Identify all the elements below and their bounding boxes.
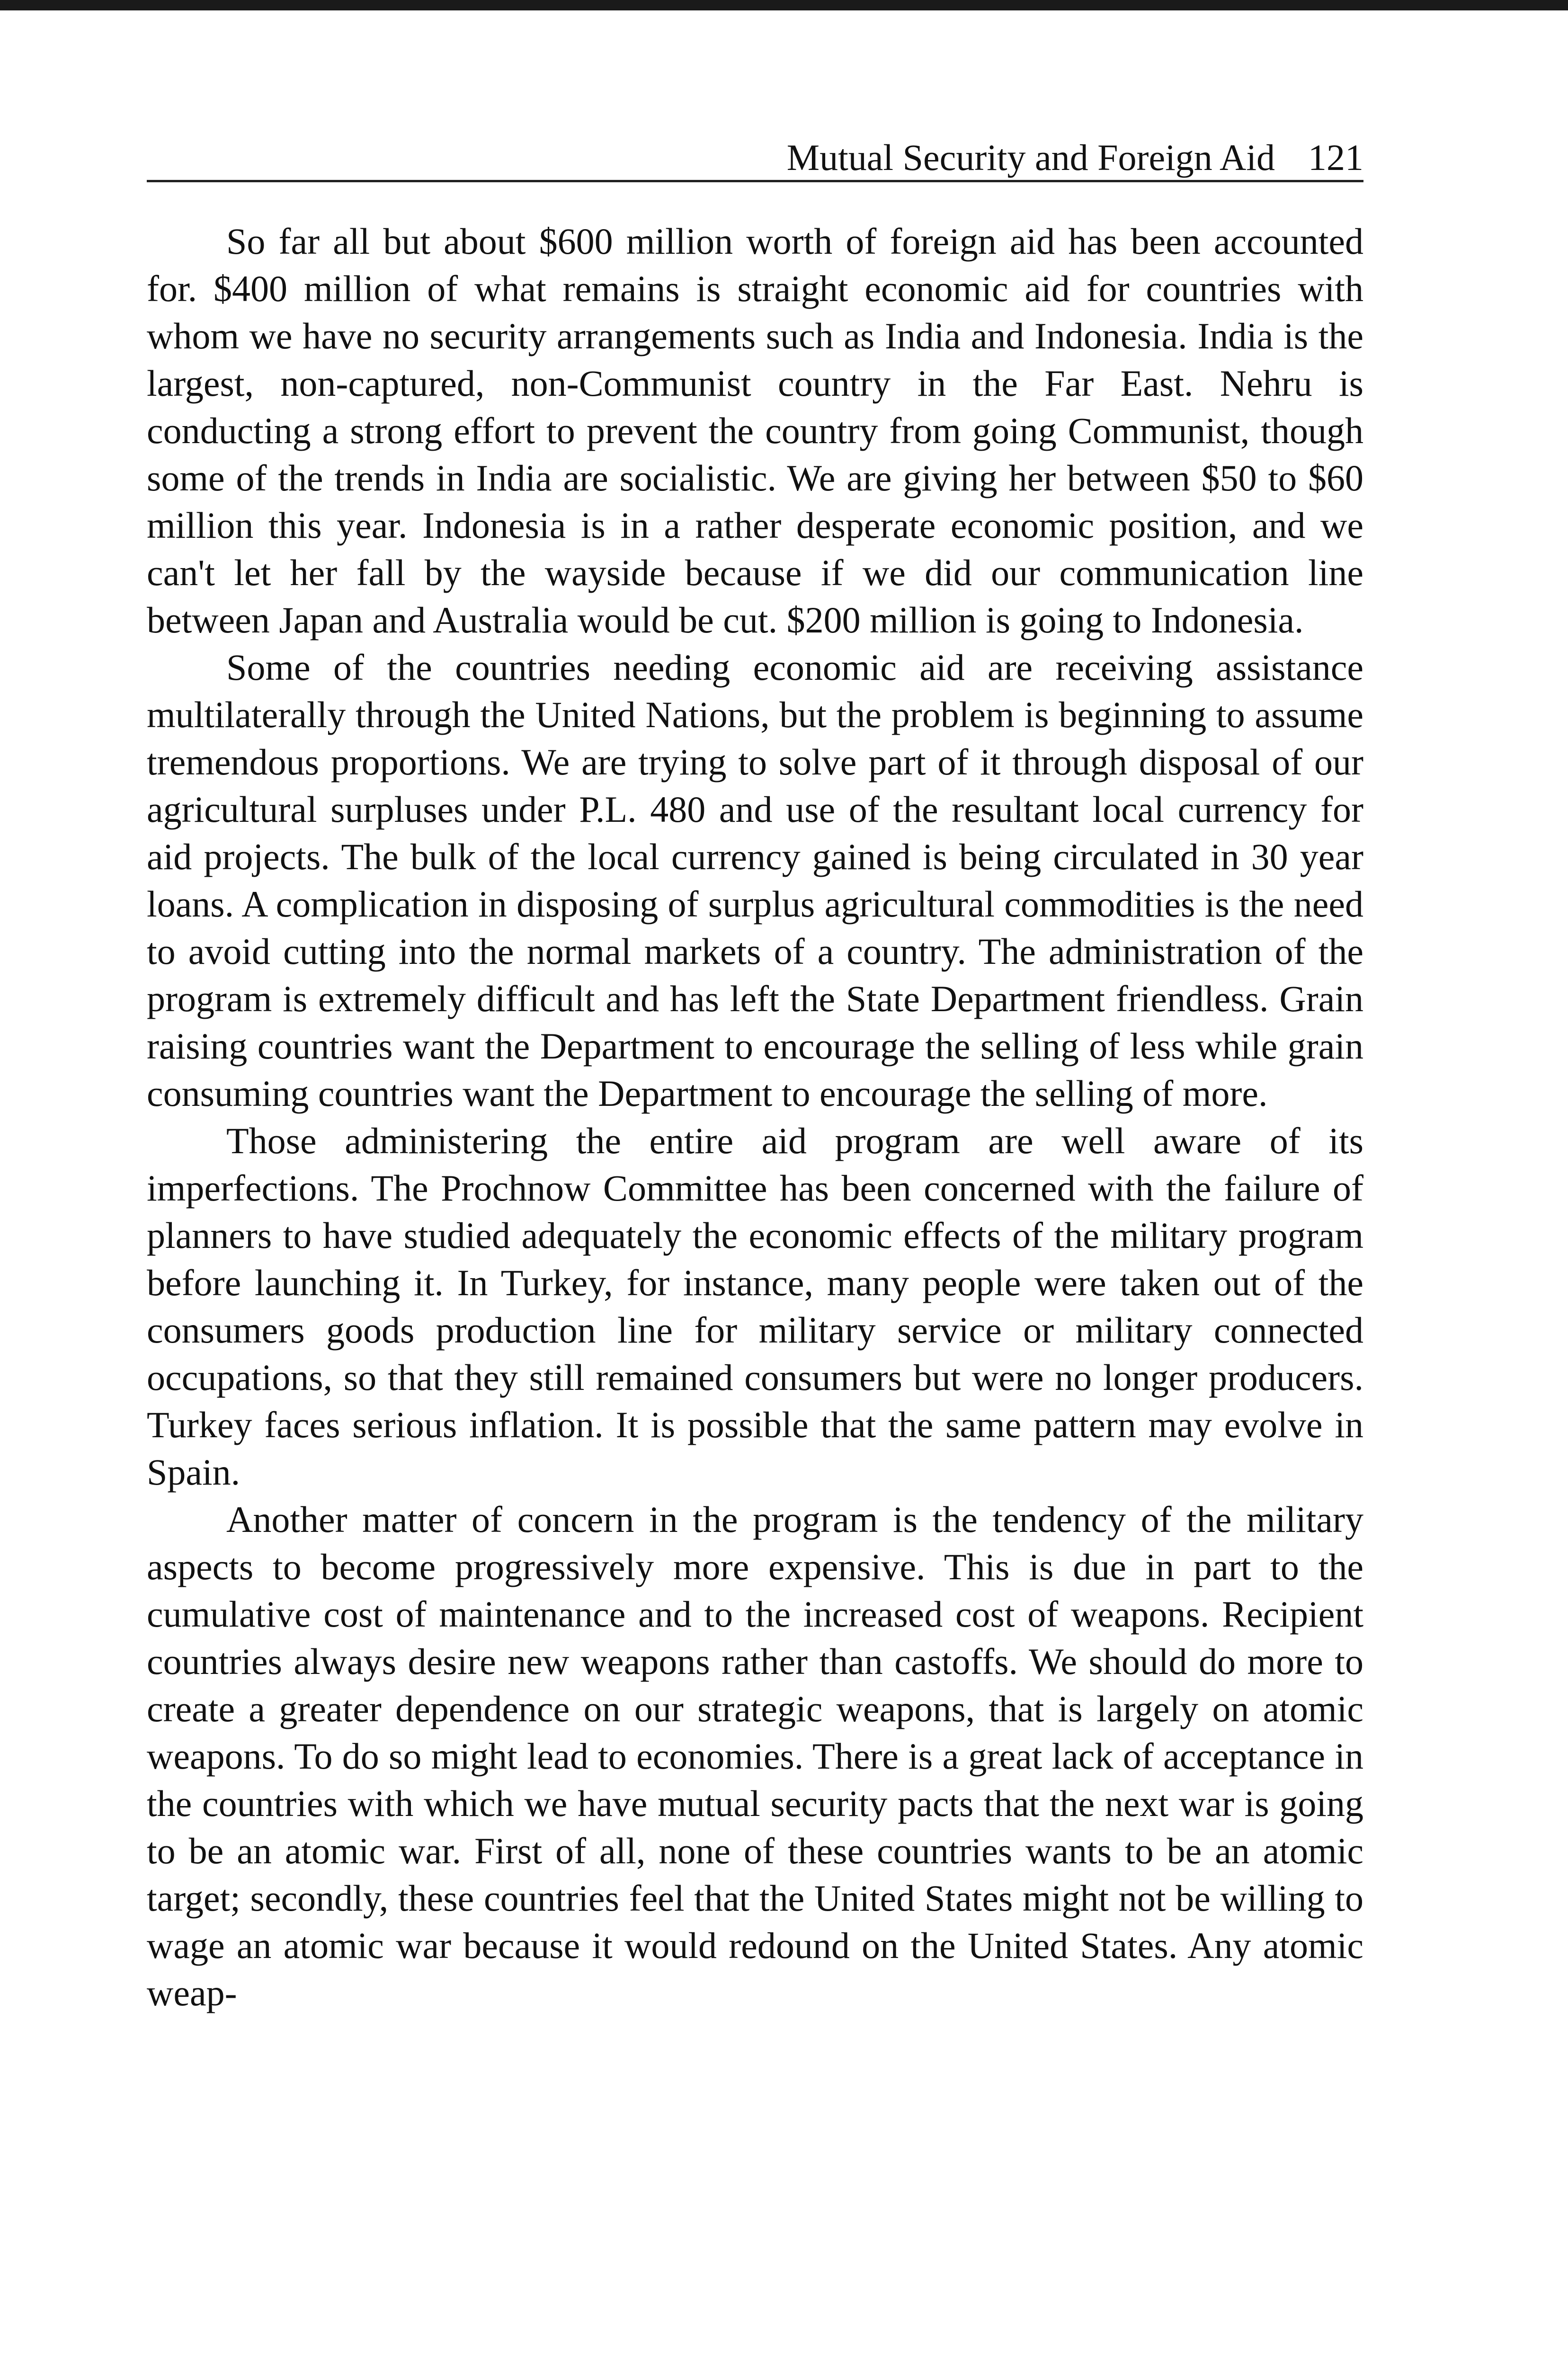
paragraph-program-imperfections: Those administering the entire aid program are well aware of its imperfections. The Prochnow Committee has been concerned with the failure of planners to have studied adequately the economic effects of the military program before launching it. In Turkey, for instance, many people were taken out of the consumers goods production line for military service or military connected occupations, so that they still remained consumers but were no longer producers. Turkey faces serious inflation. It is possible that the same pattern may evolve in Spain. xyxy=(147,1120,1363,1493)
paragraph-foreign-aid-accounting: So far all but about $600 million worth of foreign aid has been accounted for. $400 million of what remains is straight economic aid for countries with whom we have no security arrangements such as India and Indonesia. India is the largest, non-captured, non-Communist country in the Far East. Nehru is conducting a strong effort to prevent the country from going Communist, though some of the trends in India are socialistic. We are giving her between $50 to $60 million this year. Indonesia is in a rather desperate economic position, and we can't let her fall by the wayside because if we did our communication line between Japan and Australia would be cut. $200 million is going to Indonesia. xyxy=(147,221,1363,641)
header-text xyxy=(787,139,1363,176)
paragraph-multilateral-assistance: Some of the countries needing economic aid are receiving assistance multilaterally through the United Nations, but the problem is beginning to assume tremendous proportions. We are trying to solve part of it through disposal of our agricultural surpluses under P.L. 480 and use of the resultant local currency for aid projects. The bulk of the local currency gained is being circulated in 30 year loans. A complication in disposing of surplus agricultural commodities is the need to avoid cutting into the normal markets of a country. The administration of the program is extremely difficult and has left the State Department friendless. Grain raising countries want the Department to encourage the selling of less while grain consuming countries want the Department to encourage the selling of more. xyxy=(147,647,1363,1114)
page-number: 121 xyxy=(1308,137,1363,178)
body-text xyxy=(147,218,1363,2017)
paragraph-military-costs: Another matter of concern in the program is the tendency of the military aspects to become progressively more expensive. This is due in part to the cumulative cost of maintenance and to the increased cost of weapons. Recipient countries always desire new weapons rather than castoffs. We should do more to create a greater dependence on our strategic weapons, that is largely on atomic weapons. To do so might lead to economies. There is a great lack of acceptance in the countries with which we have mutual security pacts that the next war is going to be an atomic war. First of all, none of these countries wants to be an atomic target; secondly, these countries feel that the United States might not be willing to wage an atomic war because it would redound on the United States. Any atomic weap- xyxy=(147,1499,1363,2013)
page-top-border xyxy=(0,0,1568,10)
running-header xyxy=(147,128,1363,182)
running-title: Mutual Security and Foreign Aid xyxy=(786,137,1275,178)
